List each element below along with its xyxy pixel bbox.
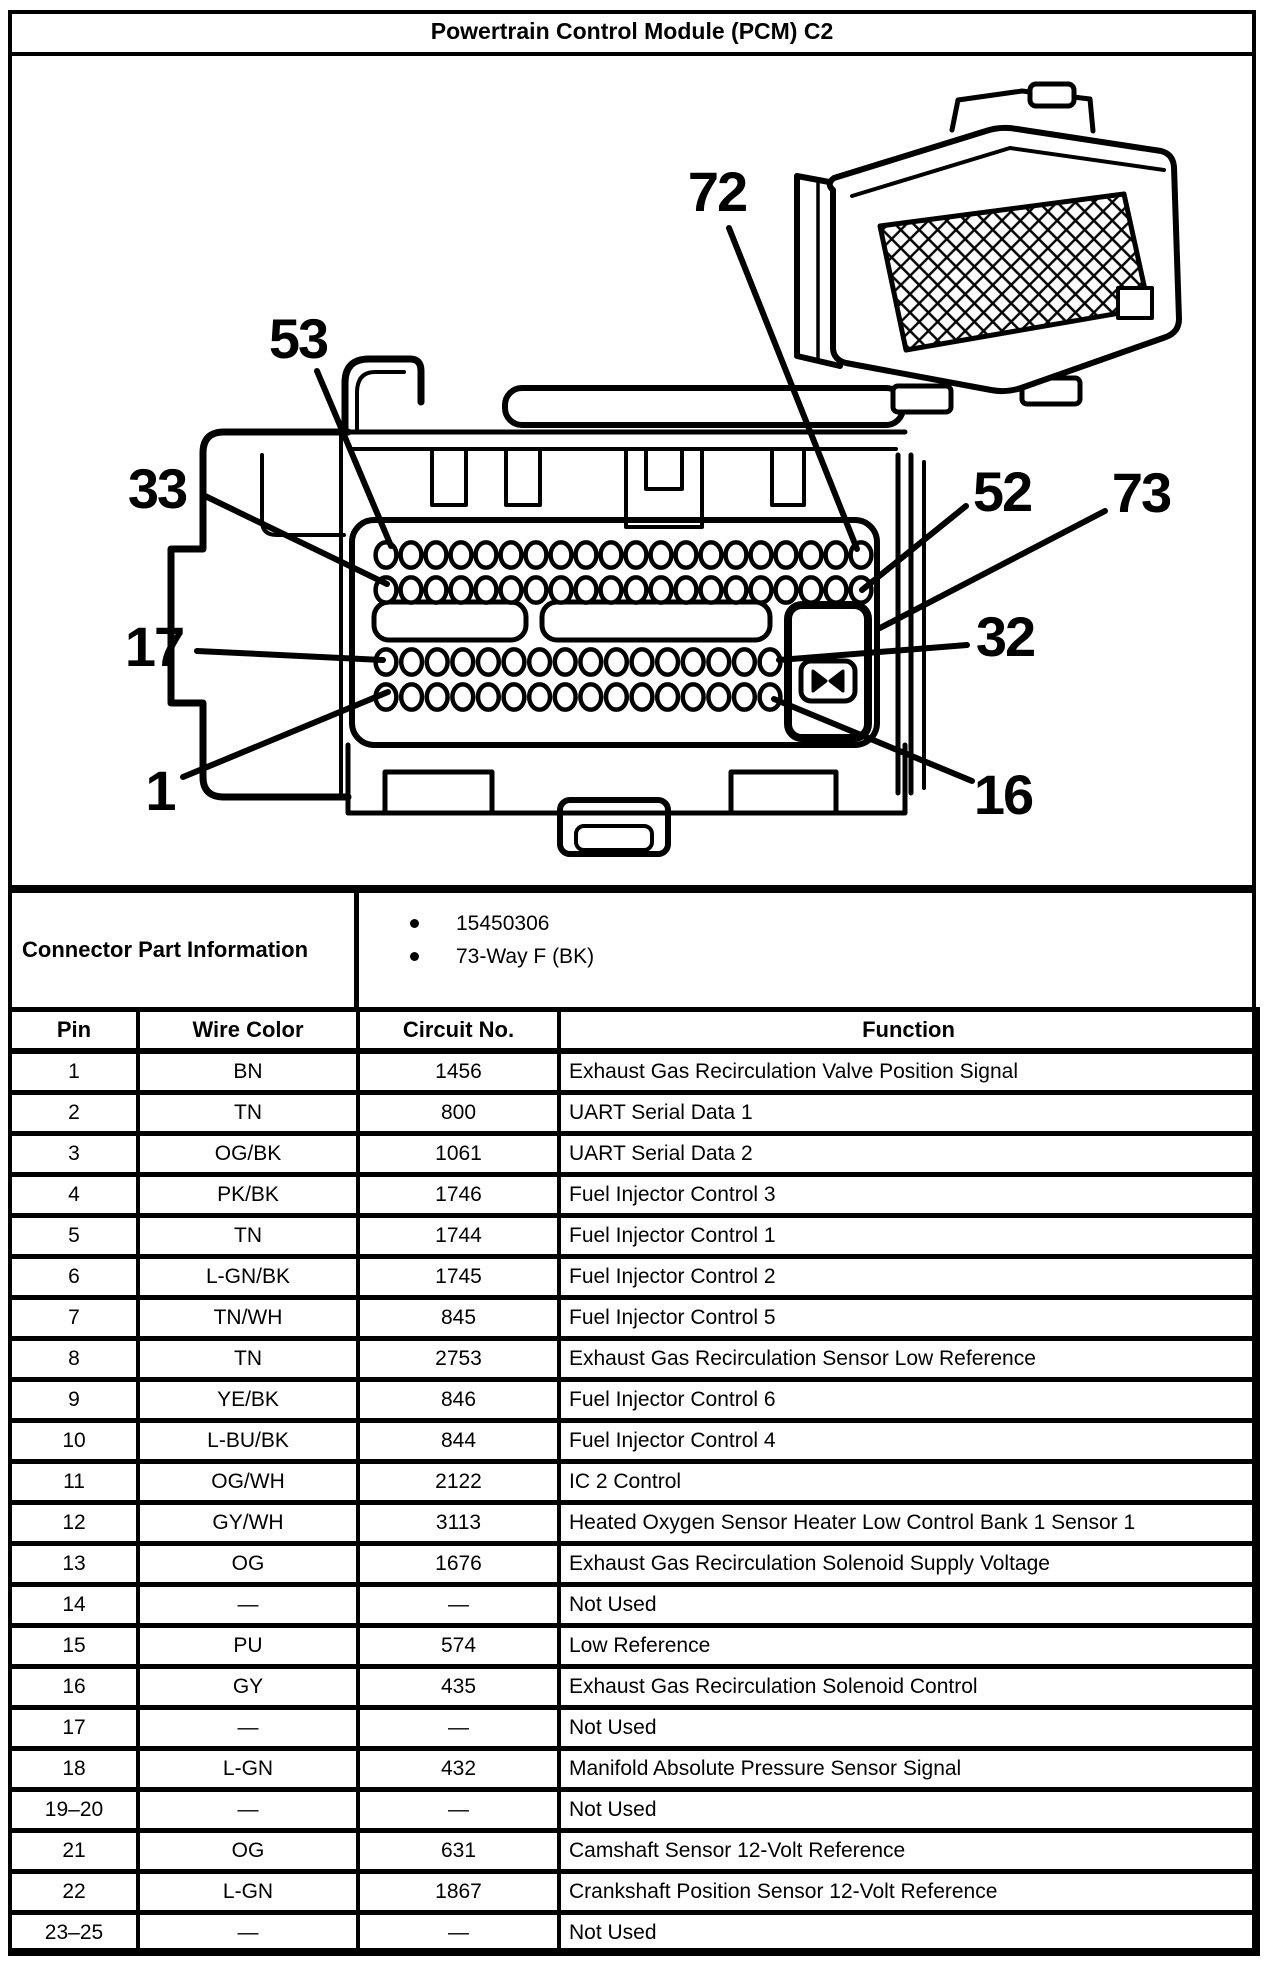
table-row [10,1626,1258,1667]
pin-holes [376,542,872,709]
connector-part-information-label: Connector Part Information [22,937,309,962]
function-cell: IC 2 Control [559,1462,1258,1503]
function-cell: Not Used [559,1708,1258,1749]
connector-3d-view [797,84,1179,412]
row-33-52-hole [426,577,447,602]
circuit-no-cell: 800 [358,1093,559,1134]
circuit-no-cell: 1745 [358,1257,559,1298]
function-cell: Fuel Injector Control 3 [559,1175,1258,1216]
pin-cell: 2 [10,1093,138,1134]
row-53-72-hole [826,542,847,567]
row-17-32-hole [657,649,678,674]
function-cell: Fuel Injector Control 2 [559,1257,1258,1298]
pin-cell: 18 [10,1749,138,1790]
part-number-item: 15450306 [410,907,1256,940]
wire-color-cell: L-GN [138,1749,358,1790]
function-cell: Exhaust Gas Recirculation Solenoid Supply Voltage [559,1544,1258,1585]
function-cell: UART Serial Data 1 [559,1093,1258,1134]
pin-cell: 10 [10,1421,138,1462]
row-17-32-hole [529,649,550,674]
circuit-no-cell: 1746 [358,1175,559,1216]
row-1-16-hole [708,684,729,709]
table-row [10,1298,1258,1339]
wire-color-cell: OG/BK [138,1134,358,1175]
pin-table-header-row [10,1010,1258,1052]
table-row [10,1462,1258,1503]
pin-cell: 15 [10,1626,138,1667]
circuit-no-cell: 574 [358,1626,559,1667]
row-1-16-hole [401,684,422,709]
row-33-52-hole [501,577,522,602]
row-1-16-hole [504,684,525,709]
row-17-32-hole [606,649,627,674]
row-33-52-hole [476,577,497,602]
pin-cell: 11 [10,1462,138,1503]
row-1-16-hole [580,684,601,709]
circuit-no-cell: 1456 [358,1051,559,1093]
row-53-72-hole [801,542,822,567]
circuit-no-cell: 432 [358,1749,559,1790]
wire-color-cell: — [138,1913,358,1954]
row-17-32-hole [632,649,653,674]
table-row [10,1051,1258,1093]
connector-type-item: 73-Way F (BK) [410,940,1256,973]
function-cell: Fuel Injector Control 4 [559,1421,1258,1462]
row-33-52-hole [651,577,672,602]
row-53-72-hole [451,542,472,567]
table-row [10,1831,1258,1872]
circuit-no-cell: 631 [358,1831,559,1872]
function-cell: Not Used [559,1790,1258,1831]
function-cell: Crankshaft Position Sensor 12-Volt Reference [559,1872,1258,1913]
table-row [10,1175,1258,1216]
row-53-72-hole [426,542,447,567]
row-1-16-hole [734,684,755,709]
row-53-72-hole [701,542,722,567]
header-pin: Pin [10,1010,138,1052]
wire-color-cell: PK/BK [138,1175,358,1216]
row-1-16-hole [760,684,781,709]
row-53-72-hole [601,542,622,567]
wire-color-cell: TN [138,1339,358,1380]
pin-cell: 14 [10,1585,138,1626]
pin-cell: 7 [10,1298,138,1339]
row-53-72-hole [651,542,672,567]
connector-part-information-row [8,893,1256,1007]
callout-pin-72: 72 [687,160,747,223]
pin-cell: 13 [10,1544,138,1585]
wire-color-cell: GY [138,1667,358,1708]
wire-color-cell: PU [138,1626,358,1667]
pin-cell: 6 [10,1257,138,1298]
pin-cell: 16 [10,1667,138,1708]
figure-separator [8,885,1256,893]
pin-cell: 19–20 [10,1790,138,1831]
callout-pin-32: 32 [975,605,1035,668]
function-cell: Fuel Injector Control 6 [559,1380,1258,1421]
wire-color-cell: TN/WH [138,1298,358,1339]
pin-table [8,1007,1260,1956]
function-cell: UART Serial Data 2 [559,1134,1258,1175]
function-cell: Not Used [559,1913,1258,1954]
row-53-72-hole [676,542,697,567]
row-17-32-hole [452,649,473,674]
circuit-no-cell: — [358,1913,559,1954]
callout-pin-16: 16 [973,763,1033,826]
pin-cell: 17 [10,1708,138,1749]
wire-color-cell: — [138,1585,358,1626]
pin-table-wrap [8,1007,1256,1956]
keyway-right [542,602,770,640]
row-1-16-hole [555,684,576,709]
table-row [10,1339,1258,1380]
circuit-no-cell: 1676 [358,1544,559,1585]
row-1-16-hole [606,684,627,709]
wire-color-cell: TN [138,1216,358,1257]
circuit-no-cell: 2753 [358,1339,559,1380]
wire-color-cell: GY/WH [138,1503,358,1544]
table-row [10,1749,1258,1790]
function-cell: Exhaust Gas Recirculation Sensor Low Reference [559,1339,1258,1380]
pin-cell: 5 [10,1216,138,1257]
pin-cell: 8 [10,1339,138,1380]
circuit-no-cell: 1061 [358,1134,559,1175]
table-row [10,1503,1258,1544]
pin-cell: 9 [10,1380,138,1421]
row-33-52-hole [401,577,422,602]
table-row [10,1790,1258,1831]
row-53-72-hole [501,542,522,567]
wire-color-cell: OG [138,1831,358,1872]
wire-color-cell: — [138,1708,358,1749]
row-33-52-hole [826,577,847,602]
table-row [10,1380,1258,1421]
pin-cell: 12 [10,1503,138,1544]
wire-color-cell: OG/WH [138,1462,358,1503]
row-17-32-hole [401,649,422,674]
row-1-16-hole [632,684,653,709]
function-cell: Heated Oxygen Sensor Heater Low Control Bank 1 Sensor 1 [559,1503,1258,1544]
row-53-72-hole [576,542,597,567]
circuit-no-cell: — [358,1708,559,1749]
table-row [10,1872,1258,1913]
row-53-72-hole [401,542,422,567]
callout-pin-17: 17 [124,615,184,678]
function-cell: Fuel Injector Control 1 [559,1216,1258,1257]
row-33-52-hole [751,577,772,602]
pin-cell: 3 [10,1134,138,1175]
row-33-52-hole [676,577,697,602]
connector-figure [8,56,1256,885]
row-53-72-hole [776,542,797,567]
row-17-32-hole [504,649,525,674]
keyway-left [374,602,526,640]
callout-pin-53: 53 [268,307,328,370]
row-53-72-hole [476,542,497,567]
circuit-no-cell: 1867 [358,1872,559,1913]
row-33-52-hole [601,577,622,602]
connector-diagram-svg [8,56,1256,885]
row-33-52-hole [626,577,647,602]
callout-pin-33: 33 [127,457,187,520]
row-17-32-hole [427,649,448,674]
pin-table-body [10,1051,1258,1954]
function-cell: Camshaft Sensor 12-Volt Reference [559,1831,1258,1872]
circuit-no-cell: — [358,1585,559,1626]
circuit-no-cell: 435 [358,1667,559,1708]
row-1-16-hole [427,684,448,709]
row-53-72-hole [751,542,772,567]
row-1-16-hole [529,684,550,709]
row-1-16-hole [657,684,678,709]
wire-color-cell: L-GN [138,1872,358,1913]
function-cell: Fuel Injector Control 5 [559,1298,1258,1339]
row-17-32-hole [478,649,499,674]
page-title: Powertrain Control Module (PCM) C2 [430,17,834,44]
wire-color-cell: BN [138,1051,358,1093]
row-17-32-hole [580,649,601,674]
row-17-32-hole [683,649,704,674]
row-1-16-hole [478,684,499,709]
header-wire-color: Wire Color [138,1010,358,1052]
function-cell: Not Used [559,1585,1258,1626]
circuit-no-cell: 844 [358,1421,559,1462]
circuit-no-cell: 845 [358,1298,559,1339]
row-33-52-hole [576,577,597,602]
wire-color-cell: — [138,1790,358,1831]
row-33-52-hole [701,577,722,602]
table-row [10,1134,1258,1175]
row-33-52-hole [801,577,822,602]
row-33-52-hole [451,577,472,602]
pin-cell: 1 [10,1051,138,1093]
table-row [10,1093,1258,1134]
circuit-no-cell: 846 [358,1380,559,1421]
table-row [10,1708,1258,1749]
table-row [10,1585,1258,1626]
circuit-no-cell: 3113 [358,1503,559,1544]
table-row [10,1216,1258,1257]
callout-pin-52: 52 [972,460,1032,523]
function-cell: Exhaust Gas Recirculation Valve Position Signal [559,1051,1258,1093]
row-17-32-hole [708,649,729,674]
row-17-32-hole [734,649,755,674]
connector-part-information-content [354,893,1256,1007]
callout-pin-1: 1 [145,759,175,822]
function-cell: Exhaust Gas Recirculation Solenoid Control [559,1667,1258,1708]
pin-cell: 21 [10,1831,138,1872]
header-function: Function [559,1010,1258,1052]
table-row [10,1667,1258,1708]
circuit-no-cell: 1744 [358,1216,559,1257]
pin-cell: 22 [10,1872,138,1913]
pin-cell: 4 [10,1175,138,1216]
callout-pin-73: 73 [1111,461,1171,524]
terminal-73-socket [788,605,868,738]
circuit-no-cell: — [358,1790,559,1831]
row-33-52-hole [776,577,797,602]
table-row [10,1257,1258,1298]
header-circuit-no: Circuit No. [358,1010,559,1052]
row-33-52-hole [526,577,547,602]
row-33-52-hole [726,577,747,602]
wire-color-cell: L-BU/BK [138,1421,358,1462]
function-cell: Manifold Absolute Pressure Sensor Signal [559,1749,1258,1790]
table-row [10,1421,1258,1462]
table-row [10,1913,1258,1954]
row-53-72-hole [526,542,547,567]
circuit-no-cell: 2122 [358,1462,559,1503]
row-33-52-hole [551,577,572,602]
table-row [10,1544,1258,1585]
pin-cell: 23–25 [10,1913,138,1954]
wire-color-cell: YE/BK [138,1380,358,1421]
wire-color-cell: TN [138,1093,358,1134]
wire-color-cell: L-GN/BK [138,1257,358,1298]
function-cell: Low Reference [559,1626,1258,1667]
row-1-16-hole [683,684,704,709]
row-1-16-hole [452,684,473,709]
row-53-72-hole [551,542,572,567]
row-53-72-hole [626,542,647,567]
row-53-72-hole [726,542,747,567]
shell-tabs [432,449,804,527]
row-17-32-hole [555,649,576,674]
wire-color-cell: OG [138,1544,358,1585]
connector-part-info-list [410,907,1256,973]
